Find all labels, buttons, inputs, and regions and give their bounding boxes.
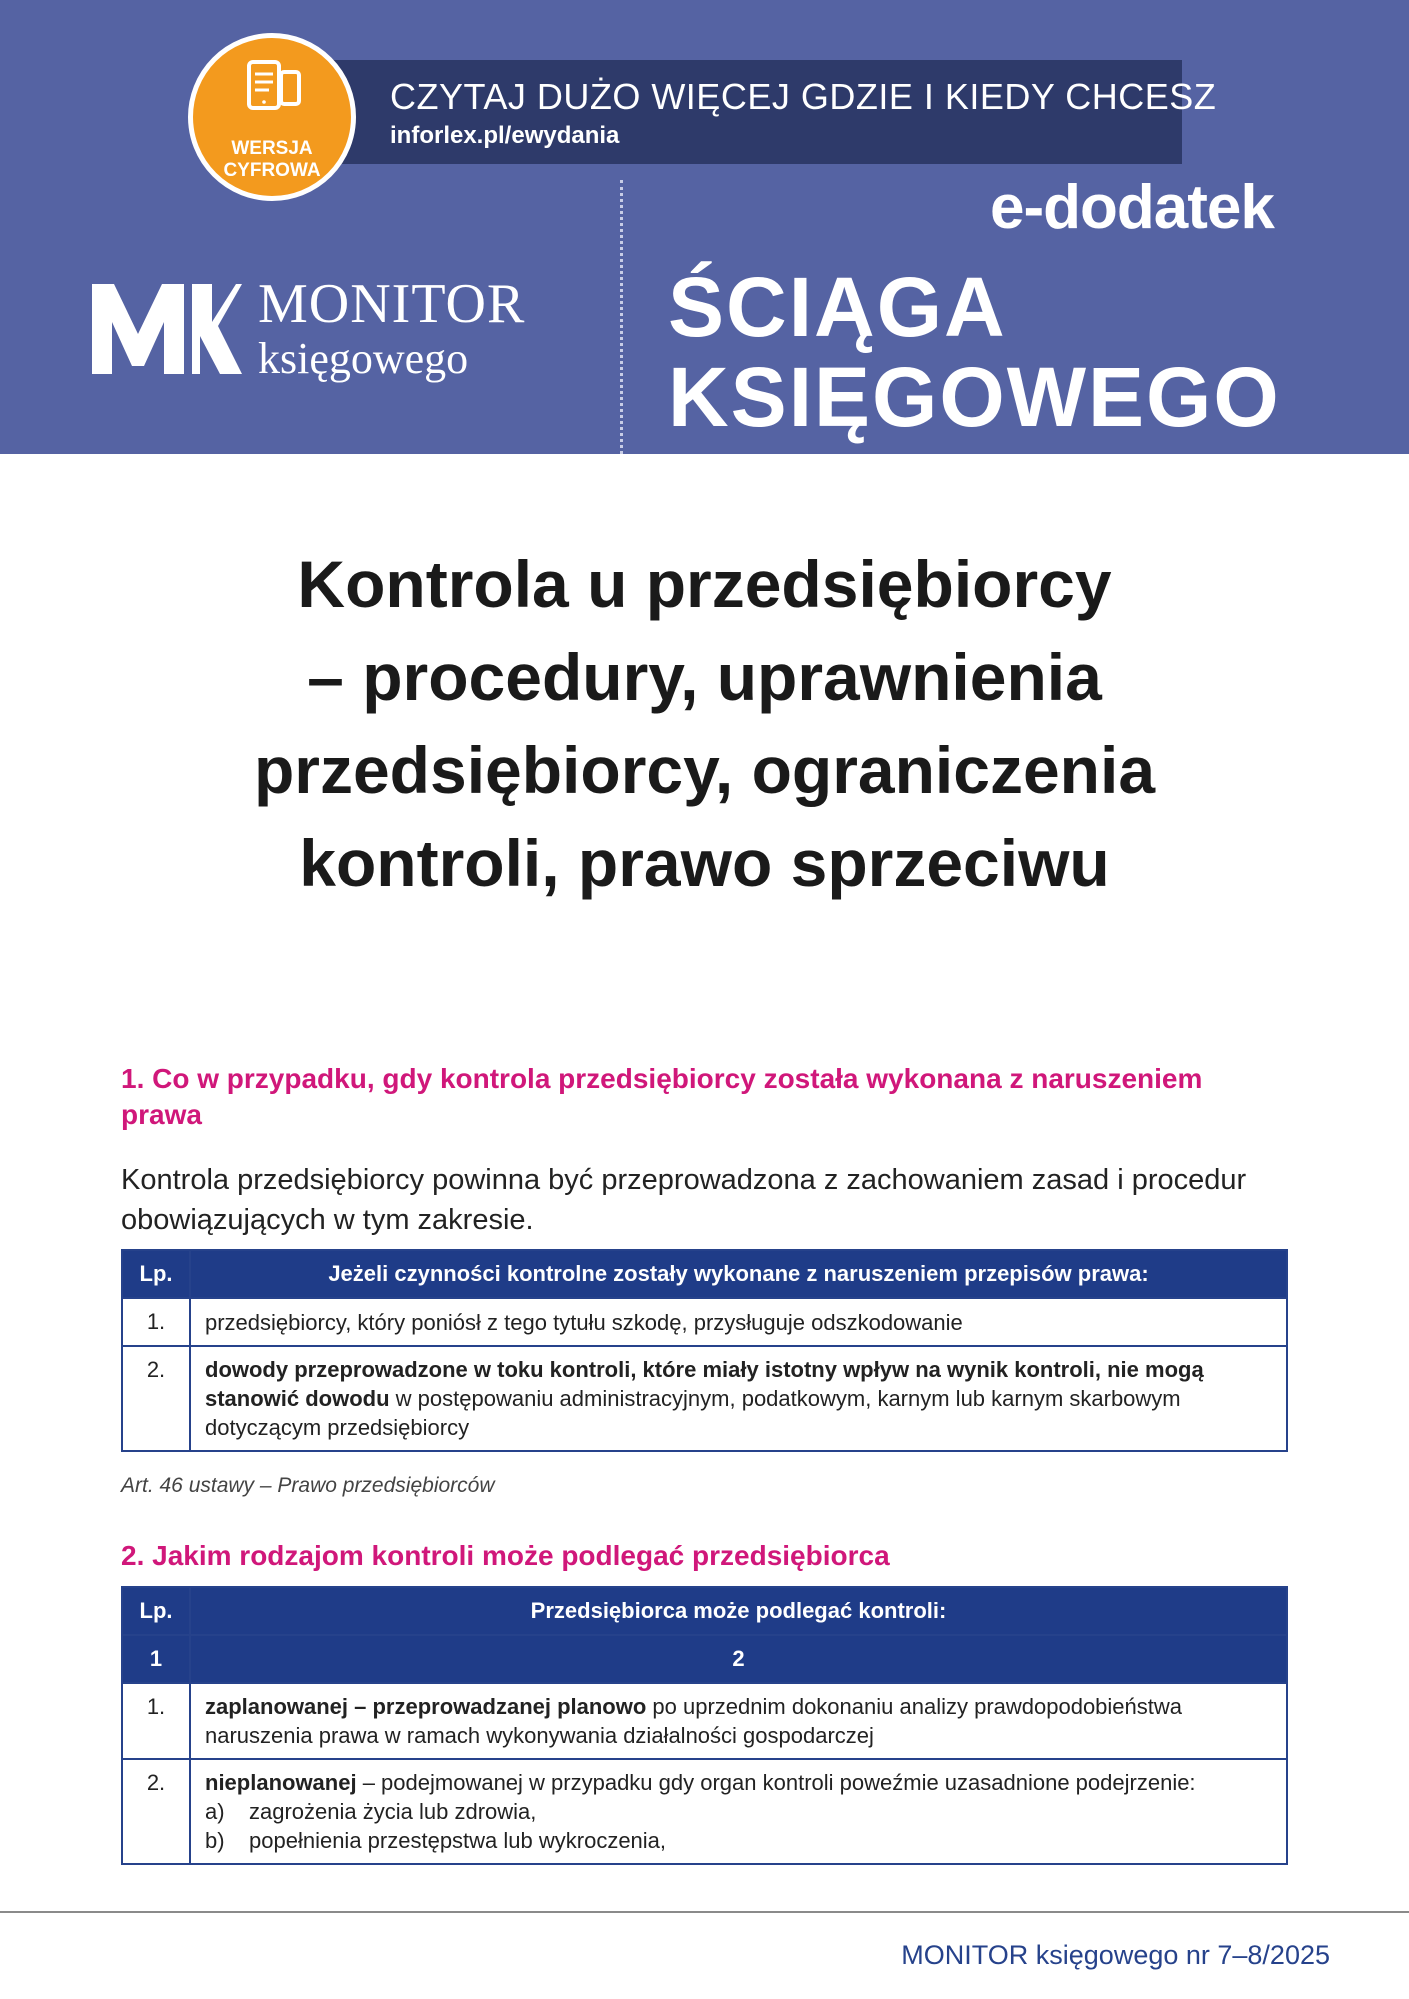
- table-header-row: [122, 1250, 1287, 1298]
- table-header-row: [122, 1587, 1287, 1635]
- page-title-line2: – procedury, uprawnienia: [307, 640, 1102, 714]
- intro-line1: Kontrola przedsiębiorcy powinna być przeprowadzona z zachowaniem zasad i procedur: [121, 1164, 1247, 1196]
- page-title-line3: przedsiębiorcy, ograniczenia: [253, 733, 1156, 807]
- promo-link[interactable]: inforlex.pl/ewydania: [390, 122, 620, 149]
- row-text-rest: – podejmowanej w przypadku gdy organ kontroli poweźmie uzasadnione podejrzenie:: [356, 1770, 1196, 1795]
- row-text-line1: [205, 1768, 1272, 1797]
- row-text-bold-1: dowody przeprowadzone w toku kontroli, które miały istotny wpływ na wynik kontroli, nie mogą: [205, 1357, 1204, 1382]
- row-text-bold: zaplanowanej – przeprowadzanej planowo: [205, 1694, 647, 1719]
- row-text: [190, 1346, 1287, 1451]
- tablet-phone-icon: [243, 60, 303, 116]
- row-number: 1.: [122, 1298, 190, 1346]
- table-row: [122, 1759, 1287, 1864]
- badge-label-1: WERSJA: [231, 138, 313, 159]
- row-number: 1.: [122, 1683, 190, 1759]
- row-text-bold-2: stanowić dowodu: [205, 1386, 390, 1411]
- row-text-bold: nieplanowanej: [205, 1770, 357, 1795]
- logo-word-monitor: MONITOR: [258, 273, 526, 335]
- section-1-heading-line2: prawa: [121, 1099, 202, 1130]
- list-item-a: a) zagrożenia życia lub zdrowia,: [205, 1799, 537, 1824]
- page-title-line1: Kontrola u przedsiębiorcy: [297, 547, 1112, 621]
- row-text: przedsiębiorcy, który poniósł z tego tytułu szkodę, przysługuje odszkodowanie: [190, 1298, 1287, 1346]
- row-text-line3: dotyczącym przedsiębiorcy: [205, 1415, 470, 1440]
- list-item-b: b) popełnienia przestępstwa lub wykroczenia,: [205, 1828, 667, 1853]
- legal-reference-note: Art. 46 ustawy – Prawo przedsiębiorców: [121, 1474, 495, 1497]
- intro-line2: obowiązujących w tym zakresie.: [121, 1204, 534, 1236]
- header-divider: [620, 180, 623, 454]
- footer-divider: [0, 1911, 1409, 1913]
- table-row: [122, 1298, 1287, 1346]
- row-text-line1: [205, 1692, 1272, 1721]
- mk-logo-mark: [92, 278, 242, 374]
- badge-label-2: CYFROWA: [223, 160, 321, 181]
- table-subheader-row: [122, 1635, 1287, 1683]
- edition-title: [668, 262, 1281, 442]
- col-header-lp: Lp.: [122, 1587, 190, 1635]
- promo-bar[interactable]: [330, 60, 1217, 164]
- promo-headline: CZYTAJ DUŻO WIĘCEJ GDZIE I KIEDY CHCESZ: [390, 76, 1217, 117]
- table-row: [122, 1346, 1287, 1451]
- logo-word-ksiegowego: księgowego: [258, 334, 469, 383]
- col-header-description: Jeżeli czynności kontrolne zostały wykonane z naruszeniem przepisów prawa:: [190, 1250, 1287, 1298]
- edition-title-line2: KSIĘGOWEGO: [668, 350, 1281, 444]
- row-text-rest: w postępowaniu administracyjnym, podatkowym, karnym lub karnym skarbowym: [389, 1386, 1181, 1411]
- row-number: 2.: [122, 1346, 190, 1451]
- col-index-1: 1: [122, 1635, 190, 1683]
- page-title: [60, 538, 1349, 910]
- table-violation-consequences: [121, 1249, 1288, 1452]
- table-row: [122, 1683, 1287, 1759]
- row-text-line2: [205, 1384, 1272, 1413]
- section-2-heading: [121, 1538, 1291, 1574]
- edition-title-line1: ŚCIĄGA: [668, 260, 1007, 354]
- page-title-line4: kontroli, prawo sprzeciwu: [299, 826, 1110, 900]
- col-index-2: 2: [190, 1635, 1287, 1683]
- digital-version-badge[interactable]: [188, 33, 356, 201]
- section-2-heading-text: 2. Jakim rodzajom kontroli może podlegać przedsiębiorca: [121, 1540, 890, 1571]
- section-1-heading: [121, 1061, 1291, 1133]
- row-text-line2: naruszenia prawa w ramach wykonywania działalności gospodarczej: [205, 1723, 874, 1748]
- edition-label: e-dodatek: [990, 173, 1274, 242]
- col-header-lp: Lp.: [122, 1250, 190, 1298]
- table-control-types: [121, 1586, 1288, 1865]
- row-number: 2.: [122, 1759, 190, 1864]
- row-text: [190, 1683, 1287, 1759]
- footer-issue-label: MONITOR księgowego nr 7–8/2025: [901, 1940, 1330, 1970]
- section-1-heading-line1: 1. Co w przypadku, gdy kontrola przedsiębiorcy została wykonana z naruszeniem: [121, 1063, 1203, 1094]
- row-text: [190, 1759, 1287, 1864]
- row-text-rest: po uprzednim dokonaniu analizy prawdopodobieństwa: [646, 1694, 1183, 1719]
- row-text-line1: [205, 1355, 1272, 1384]
- header-banner: [0, 0, 1409, 454]
- section-1-intro: [121, 1160, 1296, 1240]
- col-header-description: Przedsiębiorca może podlegać kontroli:: [190, 1587, 1287, 1635]
